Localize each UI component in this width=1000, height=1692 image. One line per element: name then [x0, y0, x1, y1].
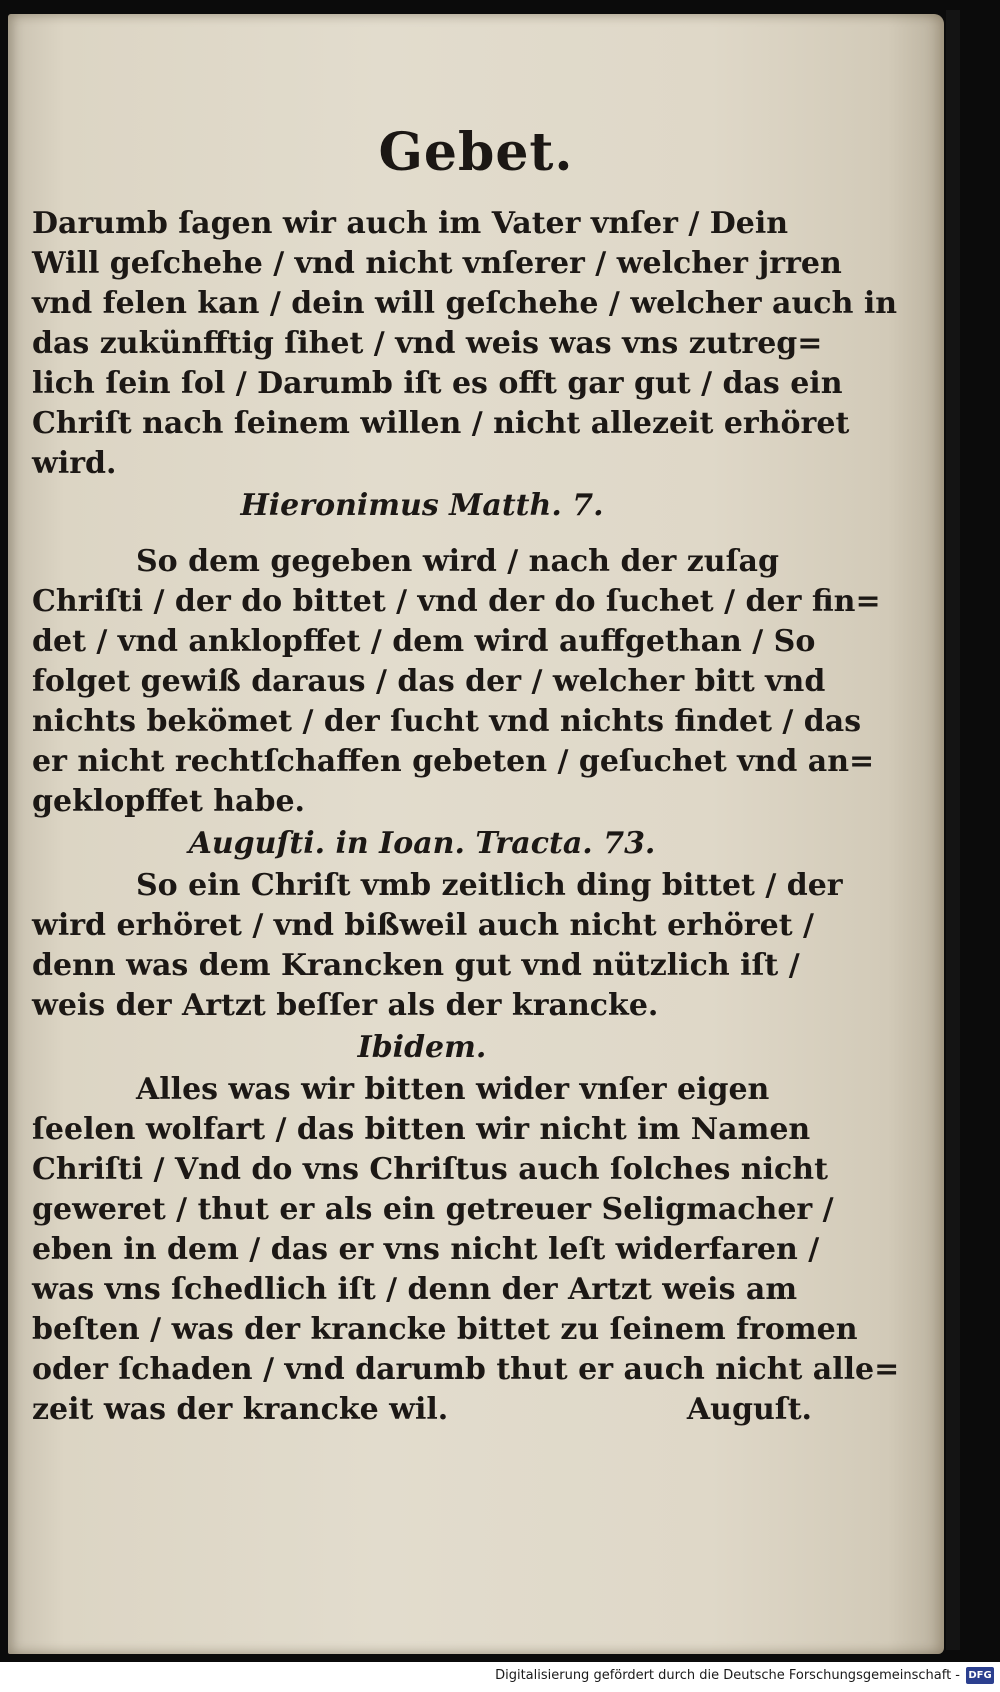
funding-credit: Digitalisierung gefördert durch die Deutsche Forschungsgemeinschaft - — [495, 1668, 960, 1683]
text-line: wird erhöret / vnd bißweil auch nicht erhöret / — [32, 908, 814, 943]
text-line: nichts bekömet / der ſucht vnd nichts findet / das — [32, 704, 862, 739]
text-line: das zukünfftig ſihet / vnd weis was vns zutreg= — [32, 326, 823, 361]
text-line: zeit was der krancke wil. — [32, 1392, 449, 1427]
section-heading: Auguſti. in Ioan. Tracta. 73. — [188, 826, 656, 861]
text-line: Darumb ſagen wir auch im Vater vnſer / Dein — [32, 206, 789, 241]
text-line: Alles was wir bitten wider vnſer eigen — [136, 1072, 770, 1107]
page-edge — [946, 10, 960, 1650]
book-page — [8, 14, 944, 1654]
text-line: So dem gegeben wird / nach der zuſag — [136, 544, 779, 579]
text-line: was vns ſchedlich iſt / denn der Artzt weis am — [32, 1272, 798, 1307]
text-block — [32, 204, 900, 1430]
text-line: denn was dem Krancken gut vnd nützlich iſt / — [32, 948, 800, 983]
spacer — [32, 528, 812, 542]
text-line: folget gewiß daraus / das der / welcher bitt vnd — [32, 664, 826, 699]
dfg-logo: DFG — [966, 1667, 994, 1684]
text-line: oder ſchaden / vnd darumb thut er auch nicht alle= — [32, 1352, 900, 1387]
text-line: geklopffet habe. — [32, 784, 306, 819]
text-line: vnd felen kan / dein will geſchehe / welcher auch in — [32, 286, 898, 321]
running-head: Gebet. — [378, 122, 574, 183]
final-line — [32, 1390, 812, 1430]
section-heading: Ibidem. — [357, 1030, 487, 1065]
text-line: er nicht rechtſchaffen gebeten / geſuchet vnd an= — [32, 744, 875, 779]
text-line: ſeelen wolfart / das bitten wir nicht im Namen — [32, 1112, 811, 1147]
text-line: lich ſein ſol / Darumb iſt es offt gar gut / das ein — [32, 366, 843, 401]
catchword: Auguſt. — [686, 1392, 812, 1427]
text-line: wird. — [32, 446, 117, 481]
text-line: Chriſti / Vnd do vns Chriſtus auch ſolches nicht — [32, 1152, 828, 1187]
text-line: So ein Chriſt vmb zeitlich ding bittet / der — [136, 868, 843, 903]
section-heading: Hieronimus Matth. 7. — [240, 488, 604, 523]
text-line: eben in dem / das er vns nicht leſt widerfaren / — [32, 1232, 820, 1267]
text-line: geweret / thut er als ein getreuer Seligmacher / — [32, 1192, 834, 1227]
text-line: beſten / was der krancke bittet zu ſeinem fromen — [32, 1312, 858, 1347]
text-line: Chriſt nach ſeinem willen / nicht allezeit erhöret — [32, 406, 850, 441]
digitization-footer — [0, 1662, 1000, 1692]
text-line: det / vnd anklopffet / dem wird auffgethan / So — [32, 624, 816, 659]
text-line: Will geſchehe / vnd nicht vnſerer / welcher jrren — [32, 246, 842, 281]
text-line: weis der Artzt beſſer als der krancke. — [32, 988, 659, 1023]
text-line: Chriſti / der do bittet / vnd der do ſuchet / der fin= — [32, 584, 881, 619]
